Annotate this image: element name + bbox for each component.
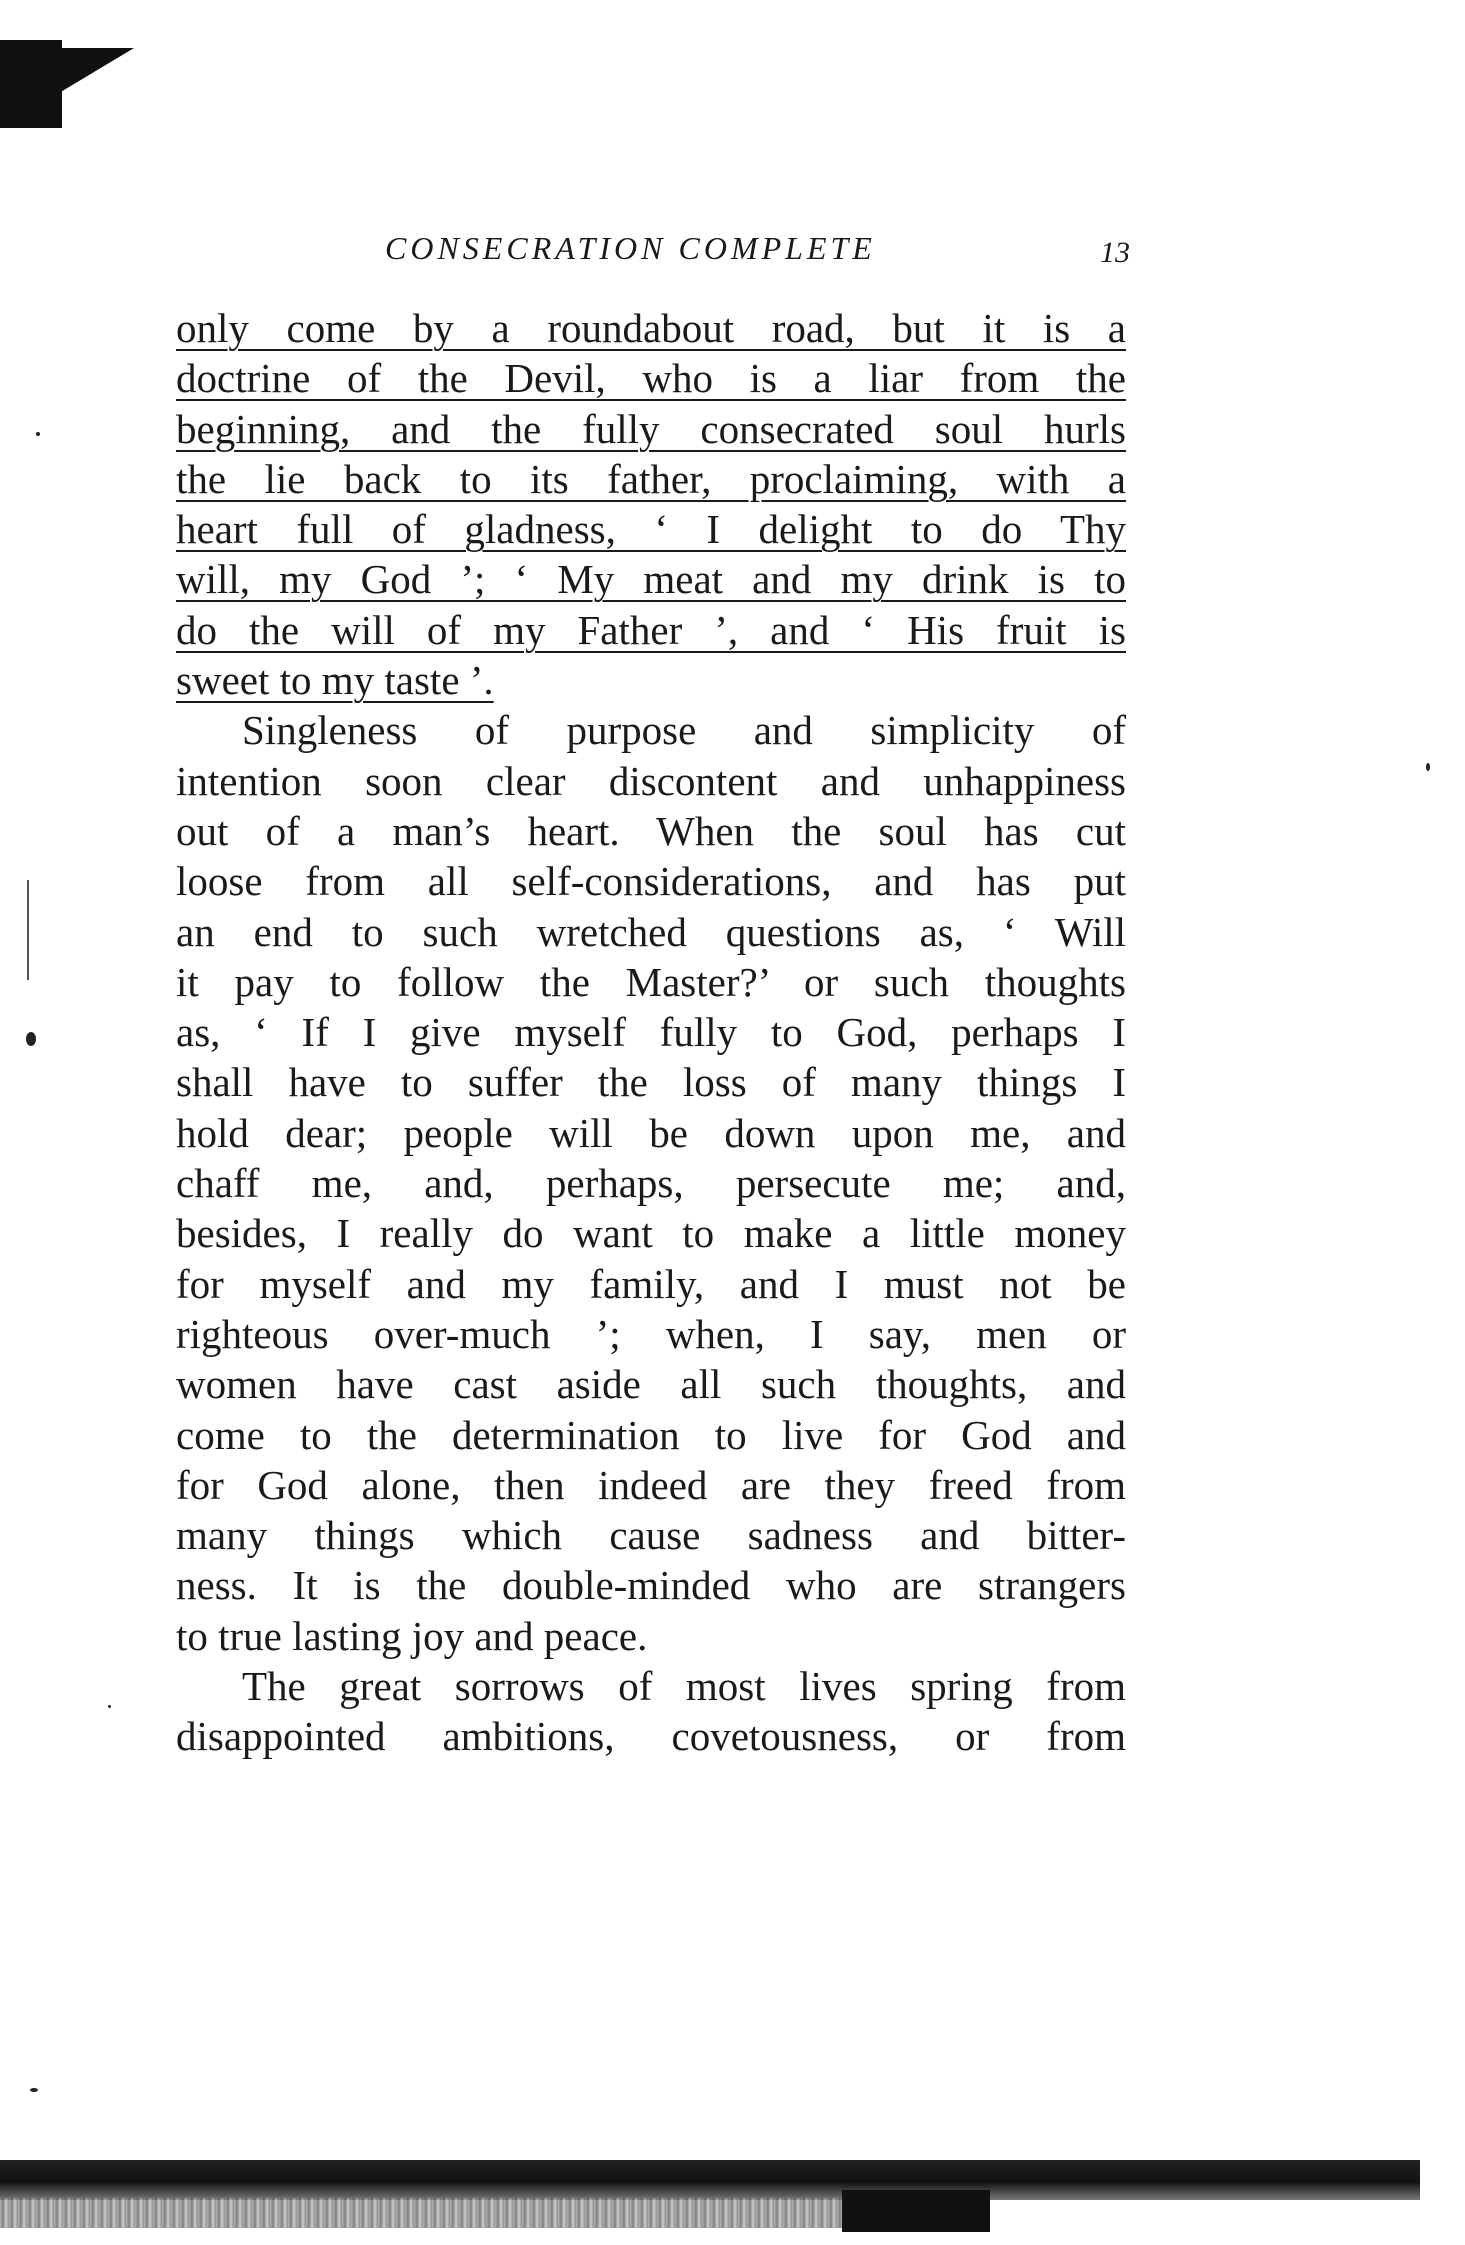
text-line: heart full of gladness, ‘ I delight to do Thy: [176, 506, 1126, 553]
text-line: the lie back to its father, proclaiming, with a: [176, 455, 1126, 502]
scan-edge-bar: [0, 2160, 1420, 2200]
text-line: do the will of my Father ’, and ‘ His fruit is: [176, 606, 1126, 653]
text-line: beginning, and the fully consecrated soul hurls: [176, 405, 1126, 452]
margin-dot: [36, 432, 40, 436]
text-line: besides, I really do want to make a little money: [176, 1210, 1126, 1257]
text-line: sweet to my taste ’.: [176, 657, 494, 704]
scan-corner-mark-wedge: [4, 48, 134, 126]
margin-dot: [1426, 763, 1430, 771]
running-title: CONSECRATION COMPLETE: [385, 230, 876, 266]
text-line: hold dear; people will be down upon me, and: [176, 1109, 1126, 1156]
text-line: righteous over-much ’; when, I say, men or: [176, 1310, 1126, 1357]
scan-edge-block: [842, 2190, 990, 2232]
margin-dot: [108, 1705, 111, 1708]
text-line: for myself and my family, and I must not be: [176, 1260, 1126, 1307]
text-line: Singleness of purpose and simplicity of: [242, 707, 1126, 754]
text-line: as, ‘ If I give myself fully to God, perhaps I: [176, 1009, 1126, 1056]
page-number: 13: [1100, 236, 1130, 269]
text-line: to true lasting joy and peace.: [176, 1612, 648, 1659]
text-line: doctrine of the Devil, who is a liar from the: [176, 355, 1126, 402]
text-line: will, my God ’; ‘ My meat and my drink is to: [176, 556, 1126, 603]
page-header: [385, 230, 1130, 270]
text-line: come to the determination to live for God and: [176, 1411, 1126, 1458]
text-line: only come by a roundabout road, but it is a: [176, 305, 1126, 351]
body-text: [176, 303, 1126, 1762]
margin-line: [27, 880, 29, 980]
text-line: disappointed ambitions, covetousness, or from: [176, 1713, 1126, 1760]
text-line: loose from all self-considerations, and has put: [176, 858, 1126, 905]
text-line: many things which cause sadness and bitter-: [176, 1512, 1126, 1559]
text-line: intention soon clear discontent and unhappiness: [176, 757, 1126, 804]
text-line: an end to such wretched questions as, ‘ Will: [176, 908, 1126, 955]
text-line: out of a man’s heart. When the soul has cut: [176, 807, 1126, 854]
text-line: for God alone, then indeed are they freed from: [176, 1461, 1126, 1508]
text-line: shall have to suffer the loss of many things I: [176, 1059, 1126, 1106]
margin-dot: [26, 1032, 36, 1046]
text-line: ness. It is the double-minded who are strangers: [176, 1562, 1126, 1609]
text-line: chaff me, and, perhaps, persecute me; and,: [176, 1160, 1126, 1207]
text-line: it pay to follow the Master?’ or such thoughts: [176, 958, 1126, 1005]
margin-dot: [30, 2088, 38, 2092]
text-line: women have cast aside all such thoughts, and: [176, 1361, 1126, 1408]
text-line: The great sorrows of most lives spring from: [242, 1663, 1126, 1710]
